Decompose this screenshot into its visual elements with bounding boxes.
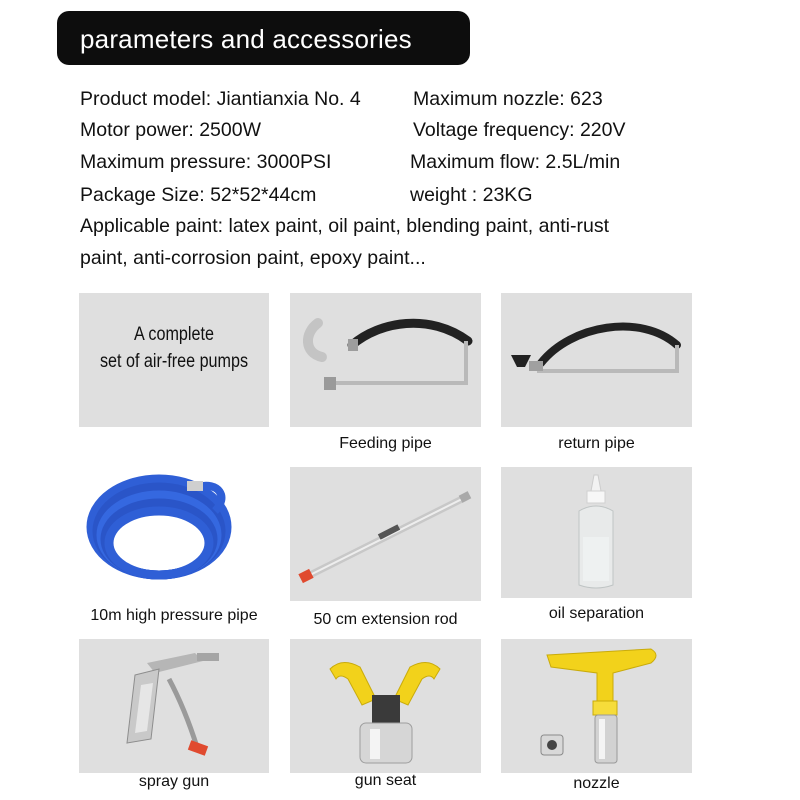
intro-line1: A complete bbox=[134, 324, 214, 345]
intro-line2: set of air-free pumps bbox=[99, 351, 249, 372]
caption-return-pipe: return pipe bbox=[558, 435, 635, 452]
section-header bbox=[57, 11, 470, 65]
spec-product-model: Product model: Jiantianxia No. 4 bbox=[80, 88, 361, 110]
caption-oil-separation: oil separation bbox=[548, 605, 645, 622]
return-pipe-image bbox=[501, 293, 692, 427]
caption-high-pressure-pipe: 10m high pressure pipe bbox=[90, 607, 258, 624]
spray-gun-icon bbox=[79, 639, 269, 773]
extension-rod-icon bbox=[290, 467, 481, 601]
extension-rod-image bbox=[290, 467, 481, 601]
gun-seat-image bbox=[290, 639, 481, 773]
feeding-pipe-icon bbox=[290, 293, 481, 427]
blue-hose-coil-icon bbox=[79, 467, 269, 600]
section-title: parameters and accessories bbox=[80, 24, 412, 54]
nozzle-icon bbox=[501, 639, 692, 773]
spec-weight: weight : 23KG bbox=[410, 184, 533, 206]
return-pipe-icon bbox=[501, 293, 692, 427]
spec-maximum-pressure: Maximum pressure: 3000PSI bbox=[80, 151, 332, 173]
high-pressure-pipe-image bbox=[79, 467, 269, 600]
spray-gun-image bbox=[79, 639, 269, 773]
caption-feeding-pipe: Feeding pipe bbox=[339, 435, 432, 452]
feeding-pipe-image bbox=[290, 293, 481, 427]
spec-motor-power: Motor power: 2500W bbox=[80, 119, 261, 141]
caption-nozzle: nozzle bbox=[573, 775, 620, 792]
oil-bottle-icon bbox=[501, 467, 692, 598]
spec-package-size: Package Size: 52*52*44cm bbox=[80, 184, 317, 206]
caption-extension-rod: 50 cm extension rod bbox=[313, 611, 458, 628]
spec-maximum-nozzle: Maximum nozzle: 623 bbox=[413, 88, 603, 110]
caption-spray-gun: spray gun bbox=[138, 773, 210, 790]
nozzle-image bbox=[501, 639, 692, 773]
spec-applicable-paint-line2: paint, anti-corrosion paint, epoxy paint... bbox=[80, 247, 426, 269]
gun-seat-icon bbox=[290, 639, 481, 773]
caption-gun-seat: gun seat bbox=[354, 772, 417, 789]
spec-voltage-frequency: Voltage frequency: 220V bbox=[413, 119, 626, 141]
spec-maximum-flow: Maximum flow: 2.5L/min bbox=[410, 151, 621, 173]
spec-applicable-paint-line1: Applicable paint: latex paint, oil paint, blending paint, anti-rust bbox=[80, 215, 610, 237]
oil-separation-image bbox=[501, 467, 692, 598]
intro-tile bbox=[79, 293, 269, 427]
